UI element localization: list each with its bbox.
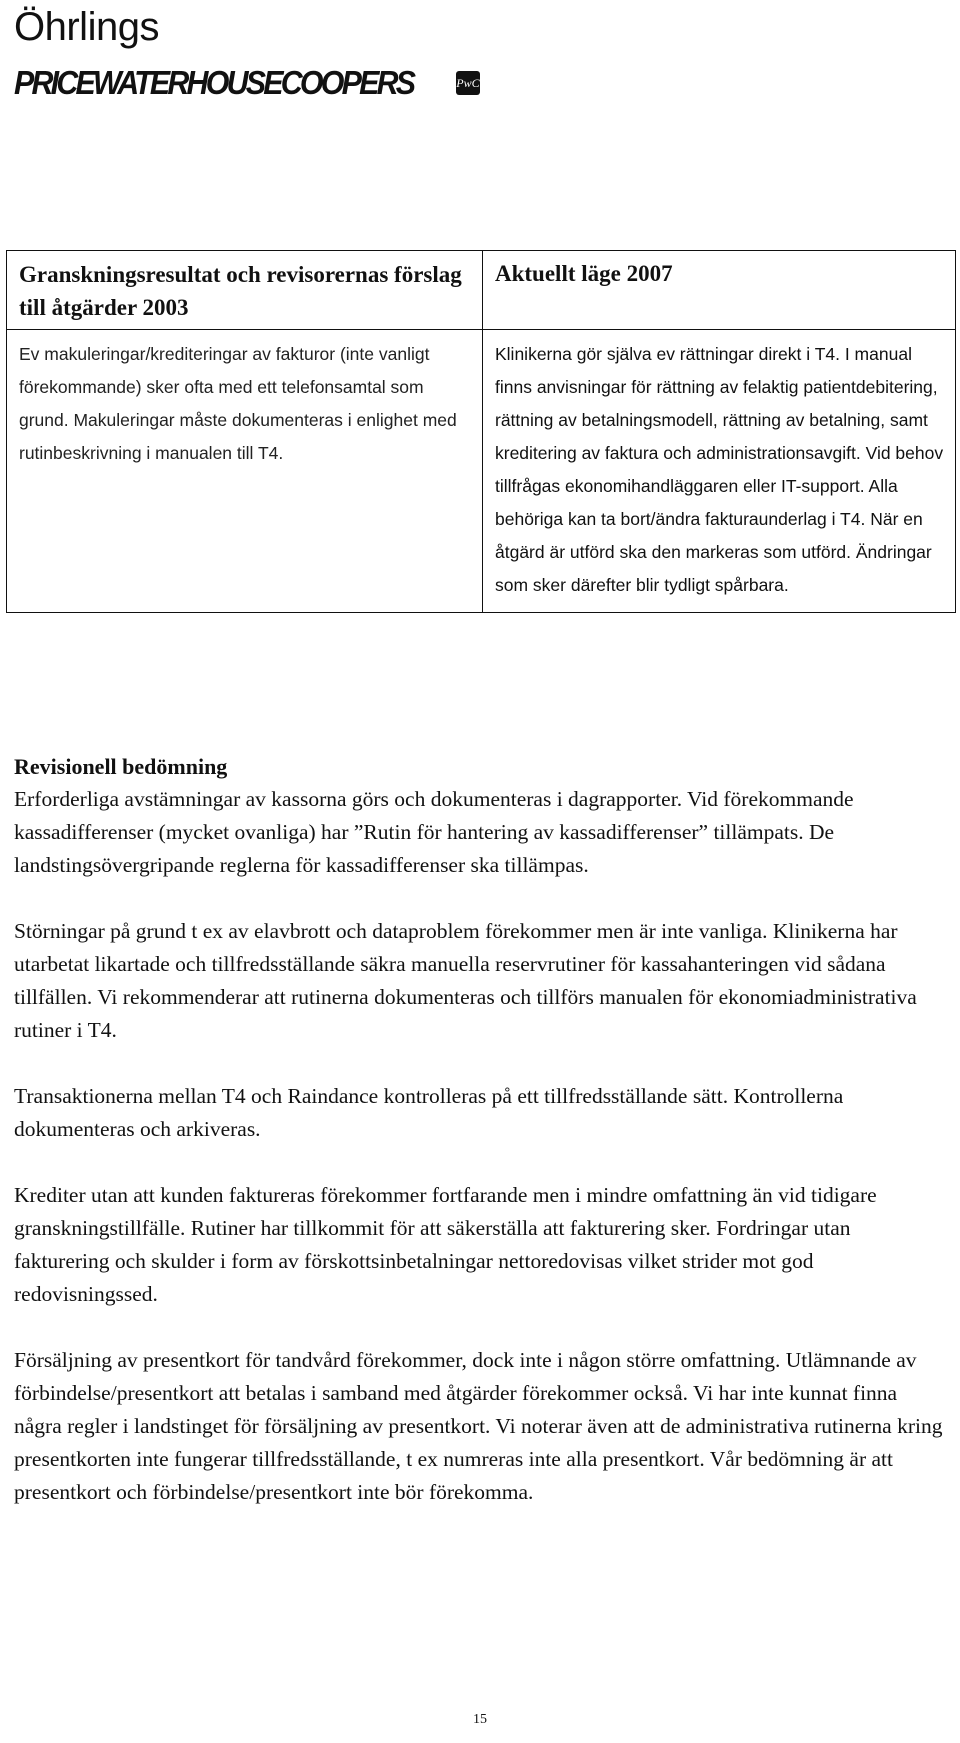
pwc-logo	[14, 64, 480, 102]
page-number: 15	[473, 1712, 487, 1727]
right-column-heading: Aktuellt läge 2007	[495, 261, 673, 286]
assessment-heading: Revisionell bedömning	[14, 754, 228, 779]
logo-wordmark: PRICEWATERHOUSECOOPERS	[14, 64, 414, 101]
company-name: Öhrlings	[14, 5, 159, 49]
assessment-paragraph: Störningar på grund t ex av elavbrott och dataproblem förekommer men är inte vanliga. Klinikerna har utarbetat likartade och tillfredsställande säkra manuella reservrutiner för kassahanteringen vid sådana tillfällen. Vi rekommenderar att rutinerna dokumenteras och tillförs manualen för ekonomiadministrativa rutiner i T4.	[14, 919, 917, 1042]
table-row	[7, 330, 956, 613]
right-column-text: Klinikerna gör själva ev rättningar direkt i T4. I manual finns anvisningar för rättning av felaktig patientdebitering, rättning av betalningsmodell, rättning av betalning, samt kreditering av faktura och administrationsavgift. Vid behov tillfrågas ekonomihandläggaren eller IT-support. Alla behöriga kan ta bort/ändra fakturaunderlag i T4. När en åtgärd är utförd ska den markeras som utförd. Ändringar som sker därefter blir tydligt spårbara.	[495, 344, 944, 595]
assessment-paragraph: Transaktionerna mellan T4 och Raindance kontrolleras på ett tillfredsställande sätt. Kontrollerna dokumenteras och arkiveras.	[14, 1084, 844, 1141]
table-header-left	[7, 251, 483, 330]
table-cell-left	[7, 330, 483, 613]
left-column-text: Ev makuleringar/krediteringar av fakturor (inte vanligt förekommande) sker ofta med ett telefonsamtal som grund. Makuleringar måste dokumenteras i enlighet med rutinbeskrivning i manualen till T4.	[19, 344, 457, 463]
left-column-heading: Granskningsresultat och revisorernas förslag till åtgärder 2003	[19, 262, 462, 320]
assessment-paragraph: Försäljning av presentkort för tandvård förekommer, dock inte i någon större omfattning. Utlämnande av förbindelse/presentkort att betalas i samband med åtgärder förekommer också. Vi har inte kunnat finna några regler i landstinget för försäljning av presentkort. Vi noterar även att de administrativa rutinerna kring presentkorten inte fungerar tillfredsställande, t ex numreras inte alla presentkort. Vår bedömning är att presentkort och förbindelse/presentkort inte bör förekomma.	[14, 1348, 943, 1504]
table-header-row	[7, 251, 956, 330]
findings-table	[6, 250, 956, 613]
document-header	[14, 4, 480, 102]
assessment-paragraph: Krediter utan att kunden faktureras förekommer fortfarande men i mindre omfattning än vid tidigare granskningstillfälle. Rutiner har tillkommit för att säkerställa att fakturering sker. Fordringar utan fakturering och skulder i form av förskottsinbetalningar nettoredovisas vilket strider mot god redovisningssed.	[14, 1183, 877, 1306]
assessment-paragraph: Erforderliga avstämningar av kassorna görs och dokumenteras i dagrapporter. Vid förekommande kassadifferenser (mycket ovanliga) har ”Rutin för hantering av kassadifferenser” tillämpats. De landstingsövergripande reglerna för kassadifferenser ska tillämpas.	[14, 787, 854, 877]
assessment-section	[14, 750, 946, 1542]
table-header-right	[483, 251, 956, 330]
logo-seal-icon: PwC	[456, 71, 480, 95]
table-cell-right	[483, 330, 956, 613]
